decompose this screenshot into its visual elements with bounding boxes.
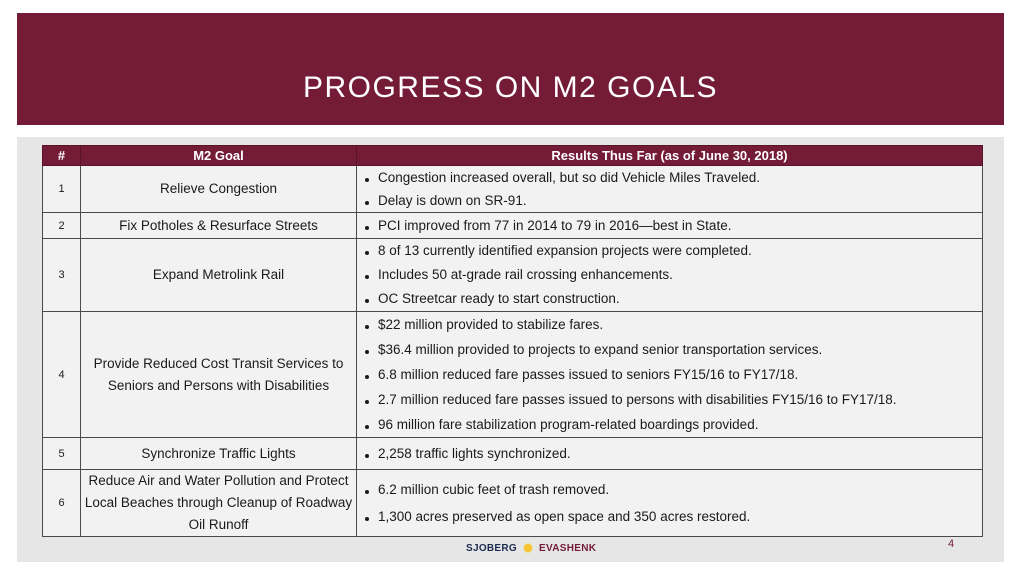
list-item: 2,258 traffic lights synchronized. bbox=[363, 442, 978, 466]
bullet-icon bbox=[365, 325, 369, 329]
results-list bbox=[363, 214, 978, 238]
table-row bbox=[43, 166, 983, 213]
list-item: 2.7 million reduced fare passes issued to persons with disabilities FY15/16 to FY17/18. bbox=[363, 387, 978, 412]
list-item: 8 of 13 currently identified expansion projects were completed. bbox=[363, 239, 978, 263]
list-item: Includes 50 at-grade rail crossing enhancements. bbox=[363, 263, 978, 287]
bullet-icon bbox=[365, 517, 369, 521]
row-number: 6 bbox=[43, 470, 81, 537]
table-row bbox=[43, 470, 983, 537]
bullet-icon bbox=[365, 350, 369, 354]
results-cell bbox=[357, 166, 983, 213]
header-goal: M2 Goal bbox=[81, 146, 357, 166]
goal-cell: Fix Potholes & Resurface Streets bbox=[81, 213, 357, 239]
bullet-icon bbox=[365, 299, 369, 303]
table-header-row bbox=[43, 146, 983, 166]
results-cell bbox=[357, 438, 983, 470]
bullet-icon bbox=[365, 375, 369, 379]
goal-cell: Reduce Air and Water Pollution and Protect Local Beaches through Cleanup of Roadway Oil Runoff bbox=[81, 470, 357, 537]
bullet-icon bbox=[365, 400, 369, 404]
results-list bbox=[363, 166, 978, 212]
row-number: 1 bbox=[43, 166, 81, 213]
row-number: 4 bbox=[43, 312, 81, 438]
header-results: Results Thus Far (as of June 30, 2018) bbox=[357, 146, 983, 166]
bullet-icon bbox=[365, 275, 369, 279]
results-list bbox=[363, 239, 978, 311]
bullet-icon bbox=[365, 454, 369, 458]
table-row bbox=[43, 438, 983, 470]
row-number: 3 bbox=[43, 239, 81, 312]
goal-cell: Expand Metrolink Rail bbox=[81, 239, 357, 312]
bullet-icon bbox=[365, 226, 369, 230]
row-number: 5 bbox=[43, 438, 81, 470]
list-item: PCI improved from 77 in 2014 to 79 in 2016—best in State. bbox=[363, 214, 978, 238]
bullet-icon bbox=[365, 425, 369, 429]
goal-cell: Provide Reduced Cost Transit Services to Seniors and Persons with Disabilities bbox=[81, 312, 357, 438]
list-item: 96 million fare stabilization program-related boardings provided. bbox=[363, 412, 978, 437]
results-cell bbox=[357, 239, 983, 312]
title-banner bbox=[17, 13, 1004, 125]
page-number: 4 bbox=[948, 538, 955, 550]
list-item: OC Streetcar ready to start construction. bbox=[363, 287, 978, 311]
table-row bbox=[43, 239, 983, 312]
table-row bbox=[43, 213, 983, 239]
results-list bbox=[363, 476, 978, 530]
list-item: Congestion increased overall, but so did Vehicle Miles Traveled. bbox=[363, 166, 978, 189]
header-number: # bbox=[43, 146, 81, 166]
bullet-icon bbox=[365, 251, 369, 255]
goal-cell: Synchronize Traffic Lights bbox=[81, 438, 357, 470]
company-logo bbox=[466, 540, 596, 556]
results-cell bbox=[357, 470, 983, 537]
results-cell bbox=[357, 312, 983, 438]
bullet-icon bbox=[365, 490, 369, 494]
list-item: $22 million provided to stabilize fares. bbox=[363, 312, 978, 337]
row-number: 2 bbox=[43, 213, 81, 239]
table-row bbox=[43, 312, 983, 438]
list-item: 1,300 acres preserved as open space and 350 acres restored. bbox=[363, 503, 978, 530]
results-list bbox=[363, 442, 978, 466]
goal-cell: Relieve Congestion bbox=[81, 166, 357, 213]
bullet-icon bbox=[365, 178, 369, 182]
logo-text-left: SJOBERG bbox=[466, 542, 518, 554]
sun-icon bbox=[523, 543, 533, 553]
list-item: 6.2 million cubic feet of trash removed. bbox=[363, 476, 978, 503]
list-item: $36.4 million provided to projects to expand senior transportation services. bbox=[363, 337, 978, 362]
list-item: 6.8 million reduced fare passes issued to seniors FY15/16 to FY17/18. bbox=[363, 362, 978, 387]
results-cell bbox=[357, 213, 983, 239]
list-item: Delay is down on SR-91. bbox=[363, 189, 978, 212]
slide-title: PROGRESS ON M2 GOALS bbox=[302, 71, 719, 104]
goals-table bbox=[42, 145, 983, 537]
logo-text-right: EVASHENK bbox=[539, 542, 597, 554]
results-list bbox=[363, 312, 978, 437]
bullet-icon bbox=[365, 201, 369, 205]
